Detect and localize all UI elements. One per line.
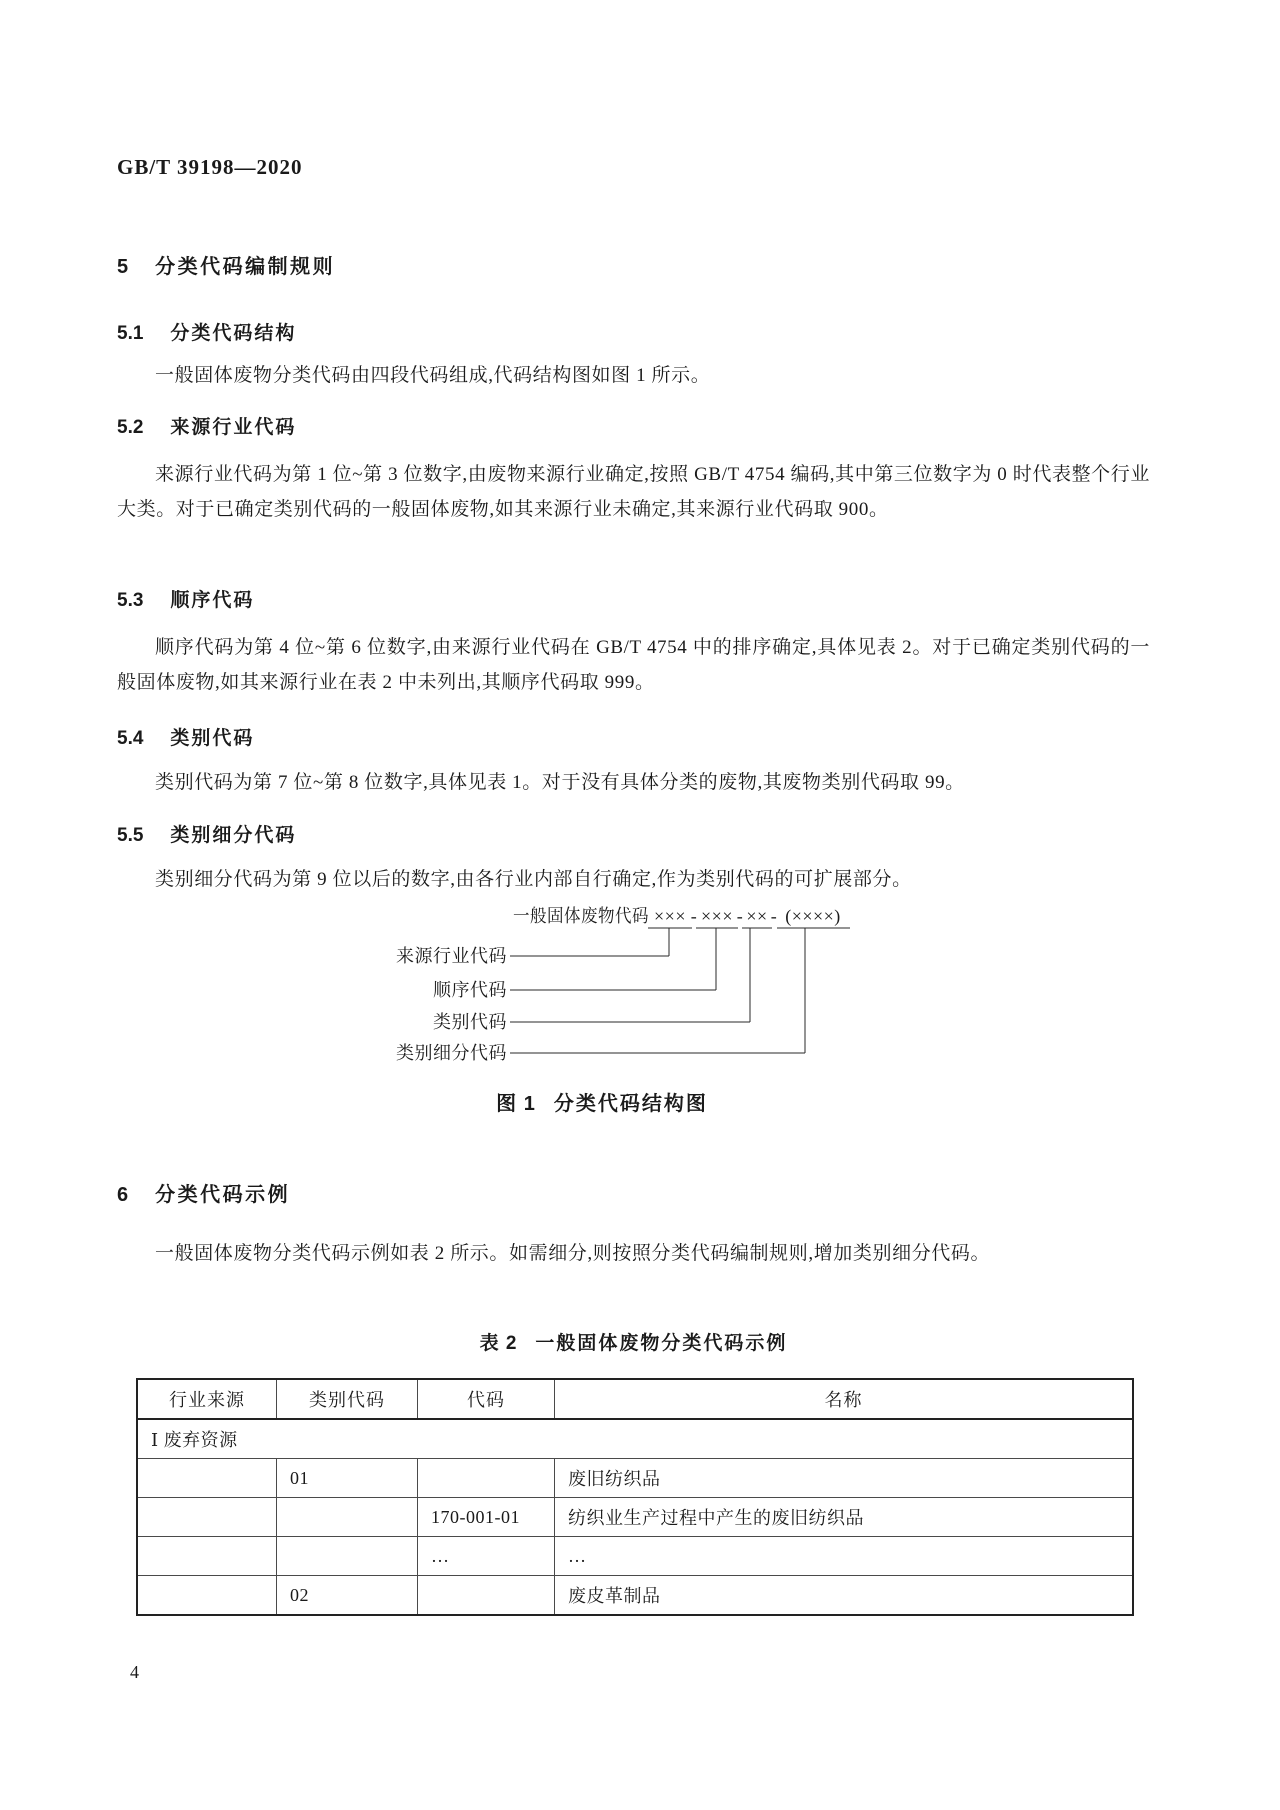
section-5-4-title: 类别代码 [170, 728, 255, 749]
cell-code [418, 1459, 555, 1498]
figure-label-category: 类别代码 [433, 1012, 507, 1032]
table-header-row [137, 1379, 1133, 1419]
cell-category [277, 1537, 418, 1576]
classification-code-table [136, 1378, 1134, 1616]
section-5-3-number: 5.3 [117, 590, 144, 611]
section-5-heading [117, 250, 335, 279]
table-section-row [137, 1419, 1133, 1459]
figure-code-structure-diagram [360, 896, 860, 1071]
figure-label-subcategory: 类别细分代码 [396, 1043, 507, 1063]
code-separator: - [770, 906, 778, 926]
paragraph-6: 一般固体废物分类代码示例如表 2 所示。如需细分,则按照分类代码编制规则,增加类别细分代码。 [155, 1243, 991, 1264]
code-separator: - [736, 906, 744, 926]
cell-industry [137, 1576, 277, 1616]
section-5-number: 5 [117, 256, 129, 278]
section-5-5-heading [117, 820, 296, 847]
table-title-text: 一般固体废物分类代码示例 [535, 1333, 788, 1354]
standard-number: GB/T 39198—2020 [117, 155, 303, 179]
code-segment-sequence: ××× [701, 906, 733, 926]
figure-code-prefix: 一般固体废物代码 [513, 906, 649, 926]
paragraph-5-3: 顺序代码为第 4 位~第 6 位数字,由来源行业代码在 GB/T 4754 中的排序确定,具体见表 2。对于已确定类别代码的一般固体废物,如其来源行业在表 2 中未列出,其顺序代码取 999。 [117, 637, 1150, 693]
paragraph-5-1: 一般固体废物分类代码由四段代码组成,代码结构图如图 1 所示。 [155, 365, 711, 386]
section-5-1-heading [117, 318, 296, 345]
cell-category: 02 [277, 1576, 418, 1616]
section-5-3-title: 顺序代码 [170, 590, 255, 611]
cell-category: 01 [277, 1459, 418, 1498]
section-5-2-title: 来源行业代码 [170, 417, 297, 438]
table-row [137, 1498, 1133, 1537]
cell-code [418, 1576, 555, 1616]
cell-industry [137, 1459, 277, 1498]
section-6-number: 6 [117, 1184, 129, 1206]
cell-name: 废皮革制品 [555, 1576, 1134, 1616]
section-5-2-number: 5.2 [117, 417, 144, 438]
cell-industry [137, 1537, 277, 1576]
paragraph-5-5: 类别细分代码为第 9 位以后的数字,由各行业内部自行确定,作为类别代码的可扩展部分。 [155, 869, 912, 890]
figure-caption-label: 图 1 [496, 1093, 536, 1115]
section-row-label: Ⅰ 废弃资源 [137, 1419, 1133, 1459]
cell-name: 废旧纺织品 [555, 1459, 1134, 1498]
column-header-industry-source: 行业来源 [137, 1379, 277, 1419]
figure-caption-text: 分类代码结构图 [553, 1093, 708, 1115]
section-6-heading [117, 1178, 290, 1207]
table-row [137, 1537, 1133, 1576]
section-5-4-heading [117, 723, 254, 750]
column-header-category-code: 类别代码 [277, 1379, 418, 1419]
paragraph-5-2: 来源行业代码为第 1 位~第 3 位数字,由废物来源行业确定,按照 GB/T 4754 编码,其中第三位数字为 0 时代表整个行业大类。对于已确定类别代码的一般固体废物,如其来源行业未确定,其来源行业代码取 900。 [117, 464, 1150, 520]
section-5-3-heading [117, 585, 254, 612]
column-header-code: 代码 [418, 1379, 555, 1419]
table-title [117, 1328, 1150, 1355]
figure-label-sequence: 顺序代码 [433, 980, 507, 1000]
section-5-5-number: 5.5 [117, 825, 144, 846]
section-5-title: 分类代码编制规则 [155, 256, 336, 278]
cell-industry [137, 1498, 277, 1537]
cell-code: 170-001-01 [418, 1498, 555, 1537]
code-segment-category: ×× [746, 906, 768, 926]
column-header-name: 名称 [555, 1379, 1134, 1419]
table-row [137, 1459, 1133, 1498]
code-separator: - [690, 906, 698, 926]
table-title-label: 表 2 [479, 1333, 518, 1354]
figure-caption [117, 1087, 1087, 1116]
table-row [137, 1576, 1133, 1616]
section-5-1-number: 5.1 [117, 323, 144, 344]
figure-label-industry: 来源行业代码 [396, 946, 507, 966]
page-number: 4 [130, 1662, 139, 1682]
paragraph-5-4: 类别代码为第 7 位~第 8 位数字,具体见表 1。对于没有具体分类的废物,其废物类别代码取 99。 [155, 772, 965, 793]
cell-name: … [555, 1537, 1134, 1576]
cell-name: 纺织业生产过程中产生的废旧纺织品 [555, 1498, 1134, 1537]
section-5-2-heading [117, 412, 296, 439]
section-5-5-title: 类别细分代码 [170, 825, 297, 846]
cell-code: … [418, 1537, 555, 1576]
code-segment-industry: ××× [654, 906, 686, 926]
section-5-4-number: 5.4 [117, 728, 144, 749]
section-6-title: 分类代码示例 [155, 1184, 291, 1206]
section-5-1-title: 分类代码结构 [170, 323, 297, 344]
cell-category [277, 1498, 418, 1537]
code-segment-subcategory: (××××) [785, 906, 841, 926]
